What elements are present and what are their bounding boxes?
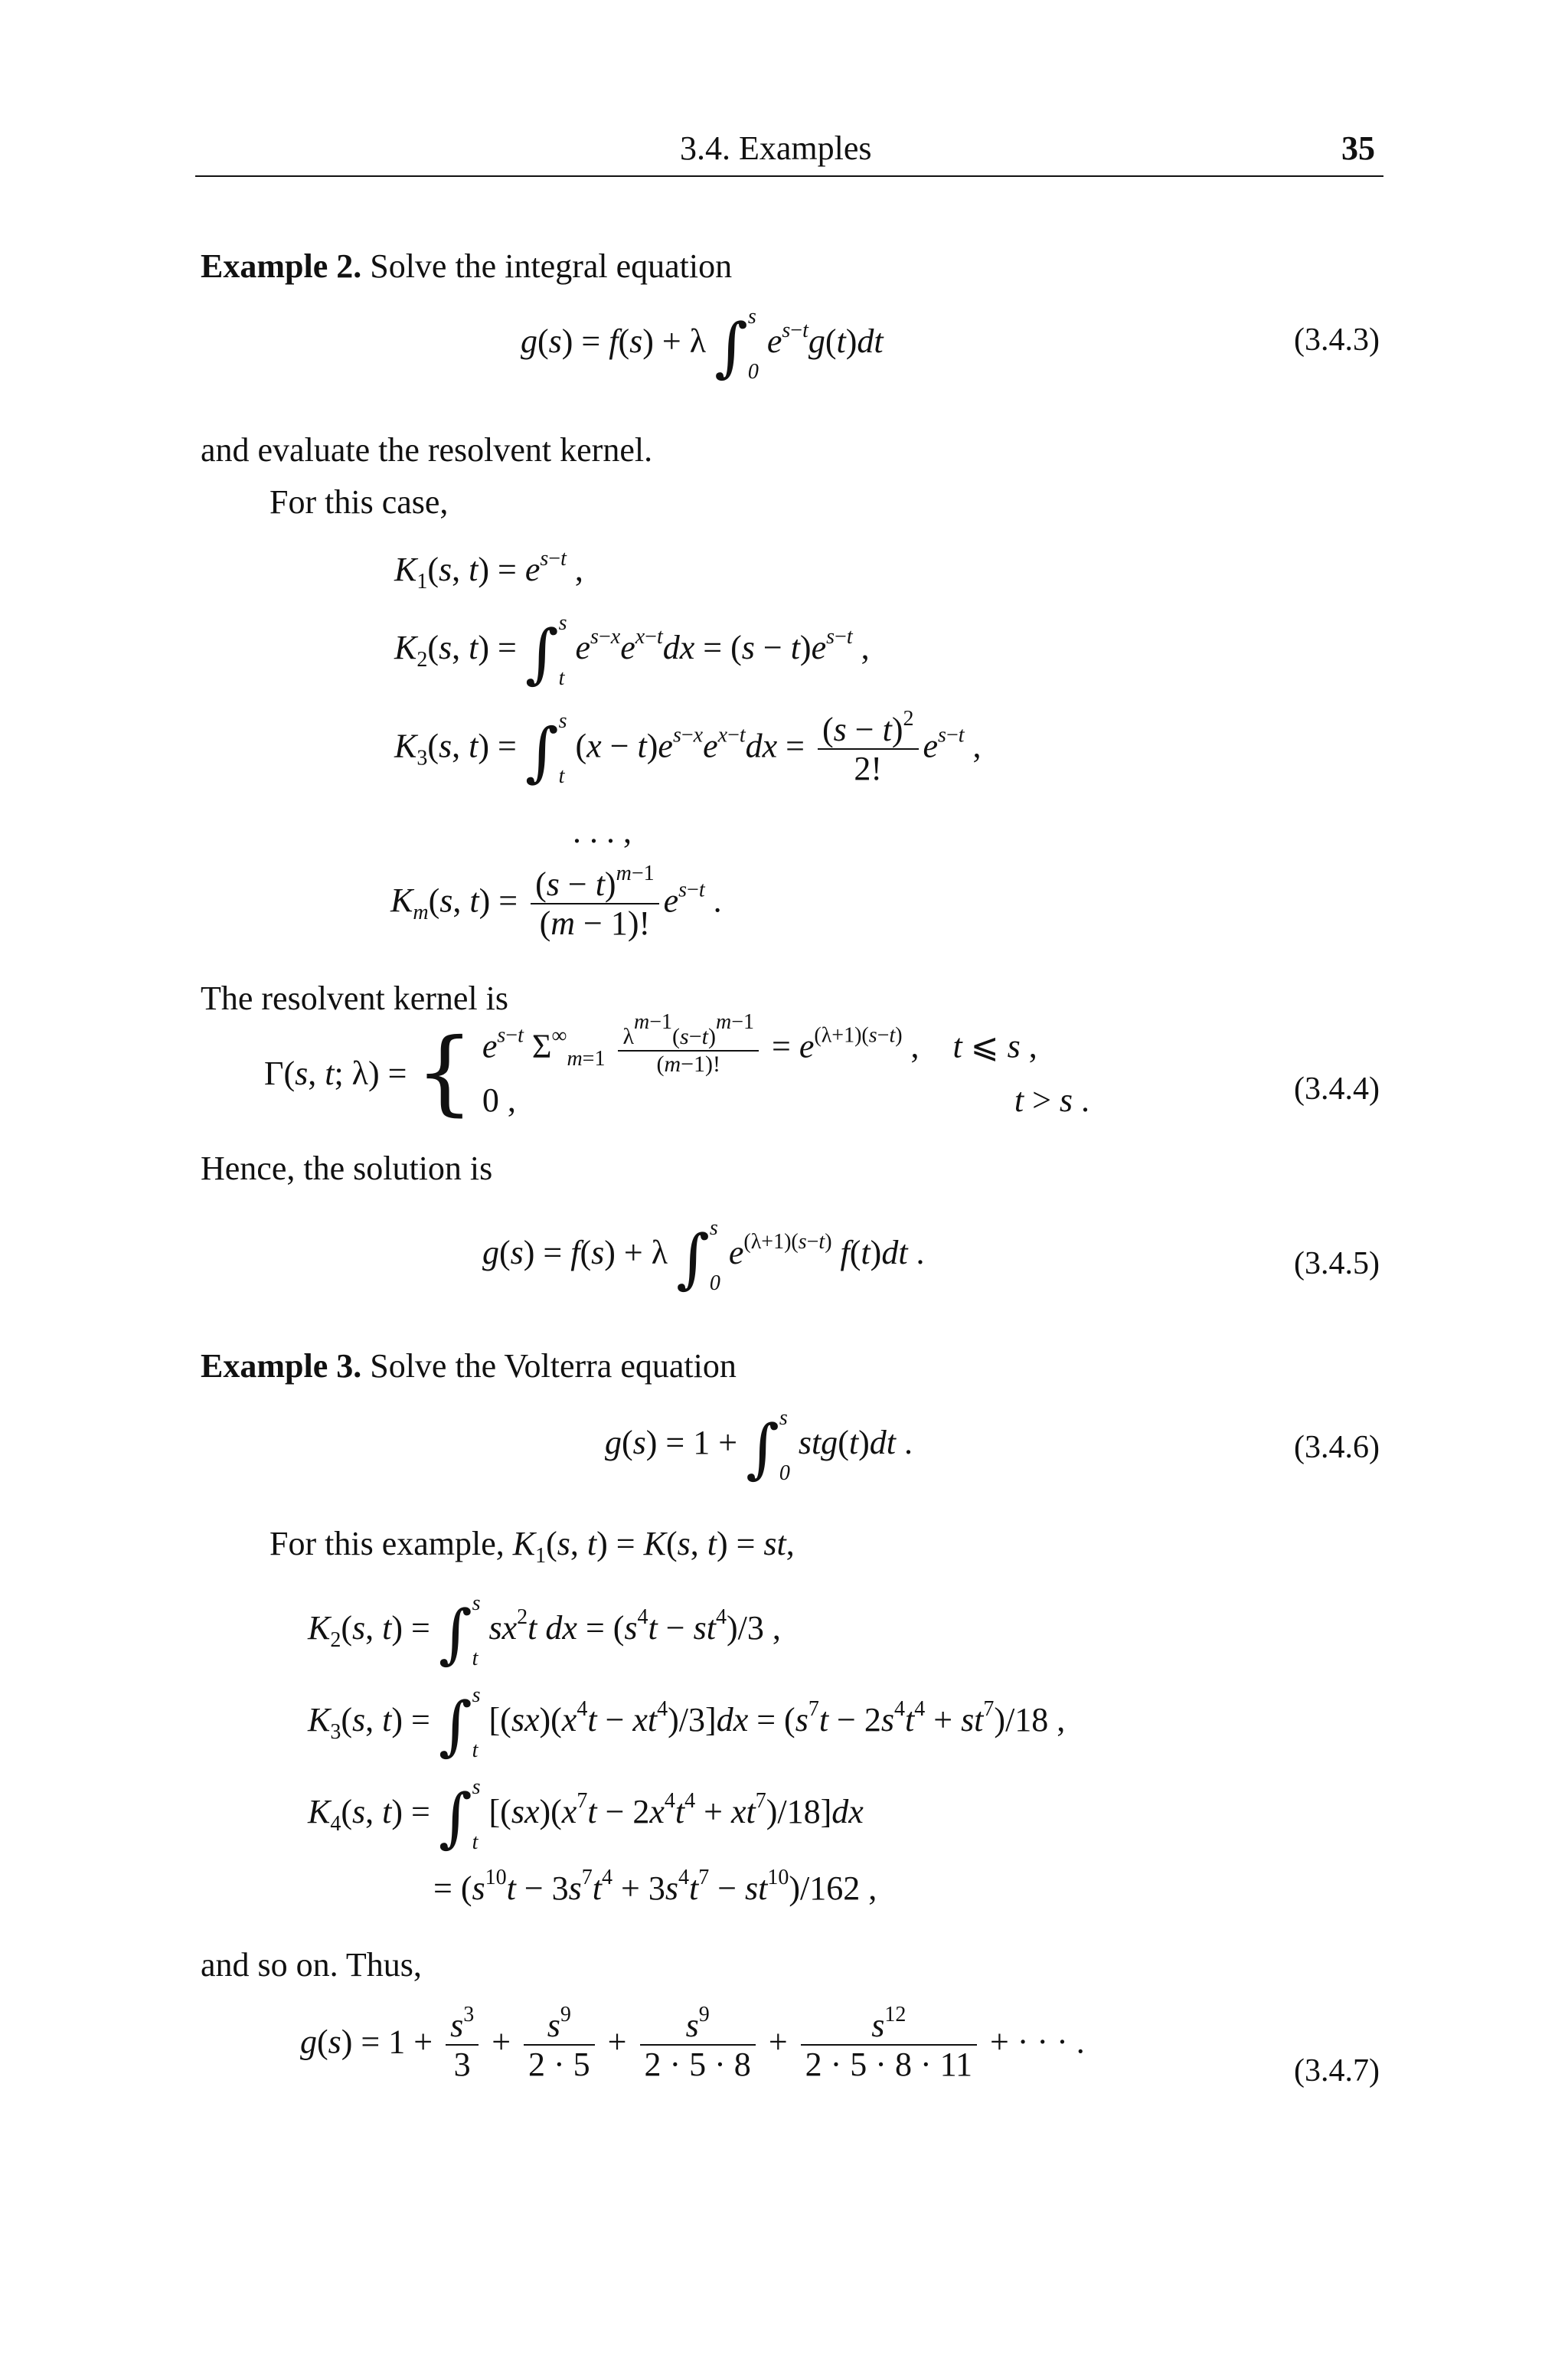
equation-number-3-4-5: (3.4.5) [1294, 1246, 1380, 1281]
equation-number-3-4-7: (3.4.7) [1294, 2053, 1380, 2089]
example-3-k4-result: = $(s^{10}t - 3s^7t^4 + 3s^4t^7 - st^{10})/162$ , [433, 1866, 877, 1907]
example-2-after-equation: and evaluate the resolvent kernel. [201, 431, 653, 469]
kernel-k3: $K_3(s$, t) = ∫ s t $(x - t)e^{s-x}e^{x-t}dx$ = $\frac{(s - t)^2}{2!}$ $e^{s-t}$ , [394, 707, 982, 790]
kernel-k2: $K_2(s$, t) = ∫ s t $e^{s-x}e^{x-t}dx = (s - t)e^{s-t}$ , [394, 611, 870, 692]
equation-3-4-6: g(s) = 1 + ∫ s 0 stg(t)dt . [605, 1406, 913, 1487]
example-2-intro: Solve the integral equation [370, 247, 733, 285]
example-2-line [201, 247, 732, 286]
example-2-case-text: For this case, [270, 483, 449, 521]
example-3-k4: $K_4(s$, t) = ∫ s t $[(sx)(x^7t - 2x^4t^4 + xt^7)/18]dx$ [308, 1775, 864, 1856]
and-so-on-text: and so on. Thus, [201, 1946, 422, 1984]
equation-3-4-7: g(s) = 1 + $\frac{s^3}{3}$ + $\frac{s^9}{2 \cdot 5}$ + $\frac{s^9}{2 \cdot 5 \cdot 8}$ + $\frac{s^{12}}{2 \cdot 5 \cdot 8 \cdot 11}$ + · · · . [300, 2003, 1085, 2084]
page-number: 35 [1341, 129, 1375, 167]
ellipsis: . . . , [573, 813, 632, 850]
equation-number-3-4-4: (3.4.4) [1294, 1071, 1380, 1107]
kernel-k1: $K_1(s$, $t) = e^{s-t}$ , [394, 547, 583, 594]
equation-3-4-3: g(s) = f(s) + λ ∫ s 0 $e^{s-t}g(t)dt$ [521, 305, 884, 385]
example-3-text: For this example, [270, 1525, 505, 1562]
example-3-intro: Solve the Volterra equation [370, 1347, 737, 1385]
example-3-k3: $K_3(s$, t) = ∫ s t $[(sx)(x^4t - xt^4)/3]dx = (s^7t - 2s^4t^4 + st^7)/18$ , [308, 1683, 1066, 1764]
equation-3-4-5: g(s) = f(s) + λ ∫ s 0 $e^{(\lambda+1)(s-t)}$ f(t)dt . [482, 1216, 925, 1297]
example-2-heading: Example 2. [201, 247, 362, 285]
example-3-text-line: For this example, $K_1(s$, t) = K(s, t) = st, [270, 1525, 795, 1568]
kernel-km: $K_m(s$, t) = $\frac{(s - t)^{m-1}}{(m - 1)!}$ $e^{s-t}$ . [390, 862, 722, 943]
example-3-k2: $K_2(s$, t) = ∫ s t $sx^2t$ dx = $(s^4t - st^4)/3$ , [308, 1591, 781, 1672]
example-3-heading: Example 3. [201, 1347, 362, 1385]
example-3-line [201, 1346, 737, 1385]
equation-3-4-4: Γ(s, t; λ) = { $e^{s-t}$ $\Sigma^\infty_{m=1}$ $\frac{\lambda^{m-1}(s-t)^{m-1}}{(m-1)!}$ = $e^{(\lambda+1)(s-t)}$ , t ⩽ s , 0 , t > s . [264, 1010, 1090, 1127]
running-header: 3.4. Examples [680, 129, 872, 167]
resolvent-text: The resolvent kernel is [201, 980, 508, 1017]
hence-text: Hence, the solution is [201, 1150, 493, 1187]
equation-number-3-4-6: (3.4.6) [1294, 1430, 1380, 1465]
equation-number-3-4-3: (3.4.3) [1294, 322, 1380, 358]
header-rule [195, 175, 1383, 177]
